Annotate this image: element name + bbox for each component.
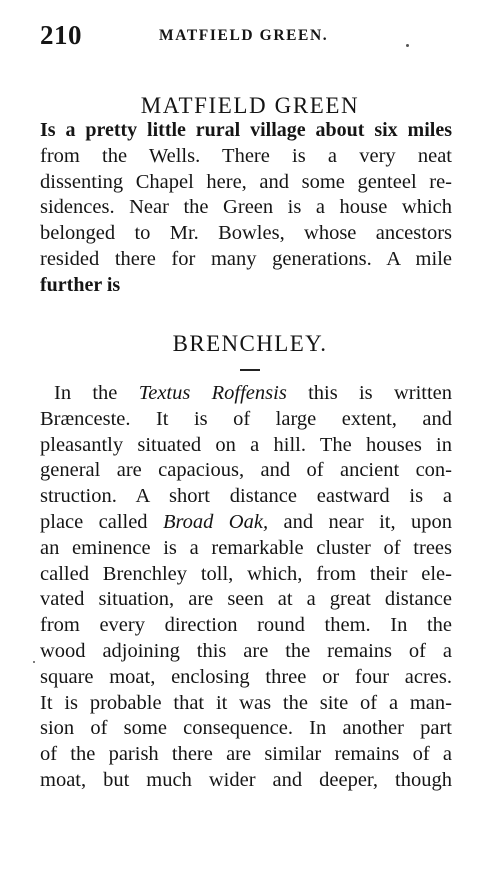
- line-end: this is written: [286, 382, 453, 404]
- text-line: of the parish there are similar remains of a: [40, 743, 452, 766]
- text-line: Brænceste. It is of large extent, and: [40, 407, 452, 430]
- text-line: resided there for many generations. A mile: [40, 247, 452, 270]
- line-start: In the: [54, 382, 139, 404]
- text-line: sidences. Near the Green is a house which: [40, 196, 452, 219]
- heading-rule: [240, 369, 260, 371]
- section-heading-matfield-green: MATFIELD GREEN: [140, 93, 360, 118]
- paragraph-matfield-green: [40, 118, 452, 299]
- text-line: belonged to Mr. Bowles, whose ancestors: [40, 222, 452, 245]
- running-head: [40, 20, 460, 50]
- text-line: an eminence is a remarkable cluster of trees: [40, 536, 452, 559]
- line-end: and near it, upon: [268, 510, 452, 533]
- section-heading-brenchley: BRENCHLEY.: [172, 331, 328, 356]
- text-line: wood adjoining this are the remains of a: [40, 639, 452, 662]
- text-line: moat, but much wider and deeper, though: [40, 768, 452, 791]
- line-start: place called: [40, 510, 163, 533]
- text-line: Is a pretty little rural village about six miles: [40, 119, 452, 141]
- running-title: MATFIELD GREEN.: [159, 27, 329, 44]
- print-speck: [406, 44, 409, 47]
- text-line: dissenting Chapel here, and some genteel re-: [40, 170, 452, 193]
- text-line: [40, 510, 452, 536]
- text-line: [40, 381, 452, 407]
- italic-place-name: Broad Oak,: [162, 510, 269, 533]
- text-line: general are capacious, and of ancient con-: [40, 459, 452, 482]
- text-line: pleasantly situated on a hill. The houses in: [40, 433, 452, 456]
- text-line: called Brenchley toll, which, from their ele-: [40, 562, 452, 585]
- text-line: It is probable that it was the site of a man-: [40, 691, 452, 714]
- page-number: 210: [40, 20, 82, 50]
- paragraph-brenchley: [40, 381, 452, 794]
- italic-title: Textus Roffensis: [138, 382, 287, 404]
- text-line: from every direction round them. In the: [40, 614, 452, 637]
- print-speck: [33, 661, 35, 663]
- text-line: square moat, enclosing three or four acres.: [40, 665, 452, 688]
- text-line: sion of some consequence. In another part: [40, 717, 452, 740]
- text-line: struction. A short distance eastward is a: [40, 485, 452, 508]
- text-line: vated situation, are seen at a great distance: [40, 588, 452, 611]
- text-line: further is: [40, 273, 121, 296]
- text-line: from the Wells. There is a very neat: [40, 144, 452, 167]
